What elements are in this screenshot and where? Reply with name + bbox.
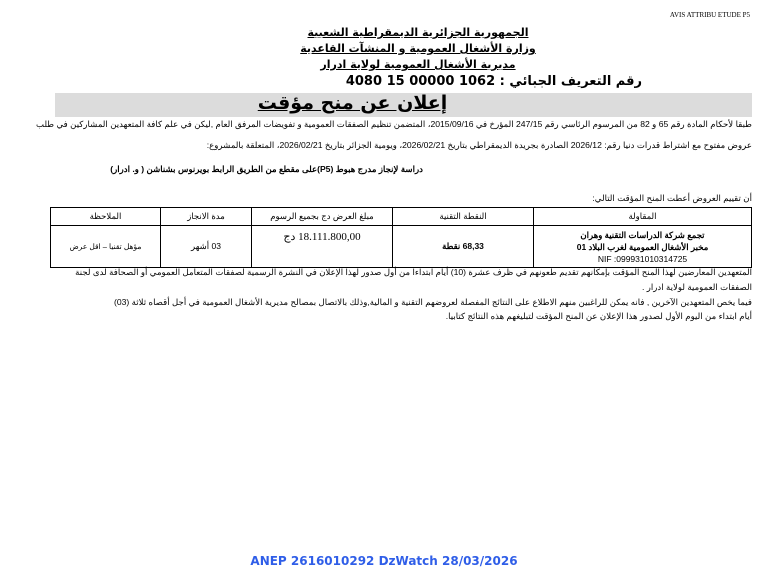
paragraph-line: طبقا لأحكام المادة رقم 65 و 82 من المرسوم الرئاسي رقم 247/15 المؤرخ في 2015/09/16، المتضمن تنظيم الصفقات العمومية و تفويضات المرفق العام ,ليكن في علم كافة المتعهدين المشاركين في طلب [36, 119, 752, 129]
score-cell: 68,33 نقطة [393, 226, 534, 268]
note-line: المتعهدين المعارضين لهذا المنح المؤقت بإمكانهم تقديم طعونهم في ظرف عشرة (10) أيام ابتداءا من أول صدور لهذا الإعلان في النشرة الرسمية لصفقات المتعامل العمومي أو الصحافة لدى لجنة [75, 267, 752, 277]
footer-watermark: ANEP 2616010292 DzWatch 28/03/2026 [250, 554, 518, 568]
note-line: أيام ابتداء من اليوم الأول لصدور هذا الإعلان عن المنح المؤقت لتبليغهم هذه النتائج كتابيا. [445, 311, 752, 321]
col-contractor: المقاولة [534, 208, 752, 226]
duration-cell: 03 أشهر [161, 226, 252, 268]
contractor-nif: NIF :099931010314725 [597, 253, 688, 264]
page-title: إعلان عن منح مؤقت [257, 92, 448, 114]
tax-id: رقم التعريف الجبائي : 1062 00000 15 4080 [345, 74, 642, 89]
award-table [50, 207, 752, 268]
contractor-name: تجمع شركة الدراسات التقنية وهران [580, 229, 705, 240]
amount-cell: 18.111.800,00 دج [252, 226, 393, 268]
project-title: دراسة لإنجاز مدرج هبوط (P5)على مقطع من الطريق الرابط بويرنوس بشناشن ( و. ادرار) [110, 164, 423, 174]
note-line: الصفقات العمومية لولاية ادرار . [641, 282, 752, 292]
table-row [51, 226, 752, 268]
evaluation-intro: أن تقييم العروض أعطت المنح المؤقت التالي: [592, 193, 752, 203]
header-ministry: وزارة الأشغال العمومية و المنشآت القاعدية [300, 42, 536, 55]
contractor-cell [534, 226, 752, 268]
col-remark: الملاحظة [51, 208, 161, 226]
header-republic: الجمهورية الجزائرية الديمقراطية الشعبية [307, 26, 529, 39]
col-duration: مدة الانجاز [161, 208, 252, 226]
col-amount: مبلغ العرض دج بجميع الرسوم [252, 208, 393, 226]
remark-cell: مؤهل تقنيا – اقل عرض [51, 226, 161, 268]
contractor-partner: مخبر الأشغال العمومية لغرب البلاد 01 [576, 241, 709, 252]
note-line: فيما يخص المتعهدين الآخرين , فانه يمكن للراغبين منهم الاطلاع على النتائج المفصلة لعروضهم التقنية و المالية,وذلك بالاتصال بمصالح مديرية الأشغال العمومية في أجل أقصاه ثلاثة (03) [113, 297, 752, 307]
paragraph-line: عروض مفتوح مع اشتراط قدرات دنيا رقم: 2026/12 الصادرة بجريدة الديمقراطي بتاريخ 2026/02/21، ويومية الجزائر بتاريخ 2026/02/21، المتعلقة بالمشروع: [206, 140, 752, 150]
col-score: النقطة التقنية [393, 208, 534, 226]
header-directorate: مديرية الأشغال العمومية لولاية ادرار [320, 58, 516, 71]
document-reference: AVIS ATTRIBU ETUDE P5 [669, 11, 750, 19]
table-header-row [51, 208, 752, 226]
